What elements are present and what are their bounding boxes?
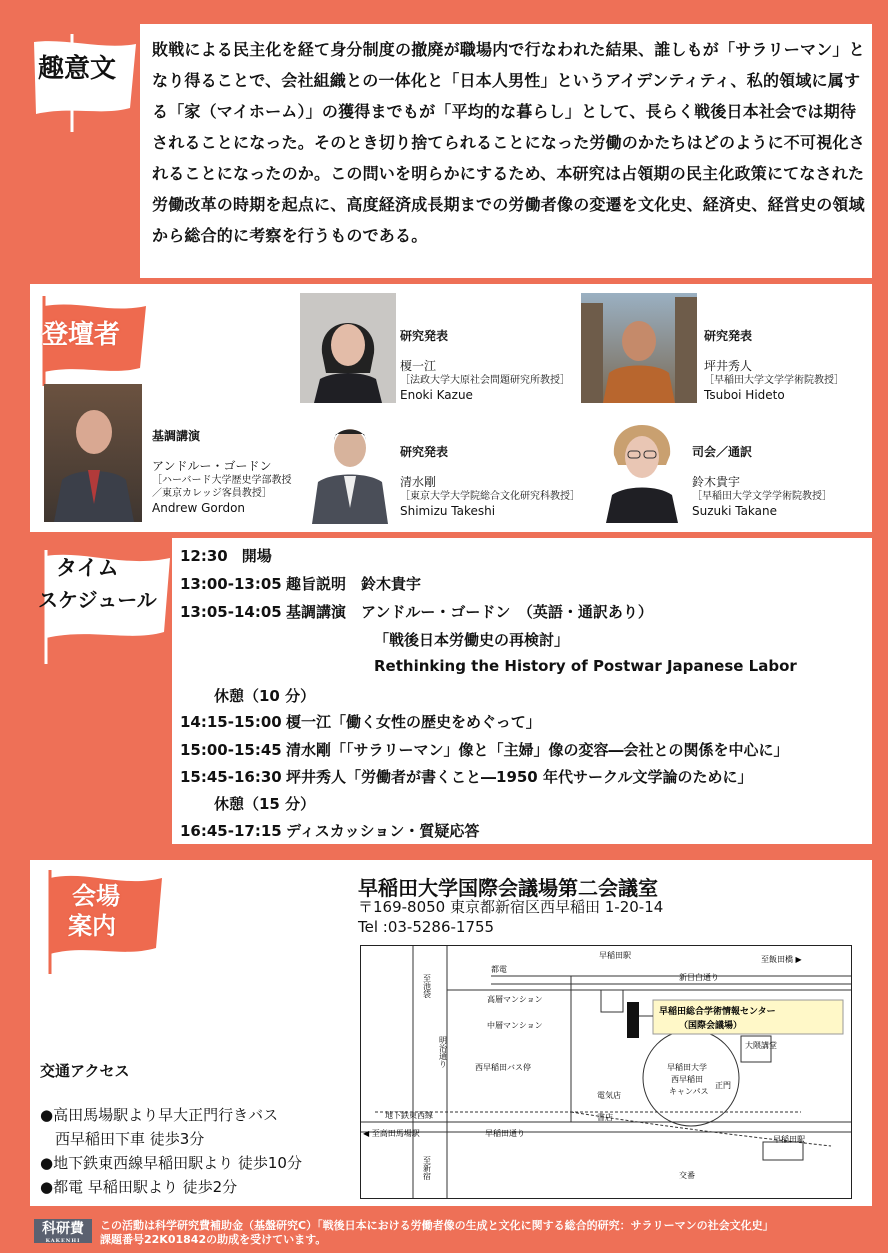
speaker-role: 研究発表 bbox=[400, 329, 449, 343]
speaker-role: 司会／通訳 bbox=[692, 445, 753, 459]
speaker-photo-enoki bbox=[300, 293, 396, 403]
venue-flag-label-2: 案内 bbox=[68, 911, 116, 940]
speaker-photo-suzuki bbox=[596, 405, 688, 523]
map-label: 早稲田総合学術情報センター bbox=[659, 1007, 776, 1017]
speaker-name: 清水剛 bbox=[400, 475, 437, 489]
speaker-name: 榎一江 bbox=[400, 359, 437, 373]
intro-flag-label: 趣意文 bbox=[38, 54, 117, 84]
map-label: 高層マンション bbox=[487, 995, 543, 1004]
access-line: 西早稲田下車 徒歩3分 bbox=[40, 1130, 205, 1148]
map-label: （国際会議場） bbox=[679, 1021, 743, 1031]
schedule-row: 14:15-15:00 榎一江「働く女性の歴史をめぐって」 bbox=[180, 713, 541, 731]
schedule-flag-label-1: タイム bbox=[56, 555, 119, 580]
speaker-name-en: Shimizu Takeshi bbox=[400, 504, 496, 518]
speaker-affiliation: ［早稲田大学文学学術院教授］ bbox=[704, 375, 844, 386]
speaker-role: 研究発表 bbox=[704, 329, 753, 343]
map-label: 正門 bbox=[715, 1081, 731, 1090]
speaker-affiliation: ［法政大学大原社会問題研究所教授］ bbox=[400, 375, 570, 386]
speaker-name-en: Andrew Gordon bbox=[152, 501, 246, 515]
kakenhi-logo: 科研費 KAKENHI bbox=[34, 1219, 92, 1243]
venue-flag-label-1: 会場 bbox=[72, 881, 120, 910]
access-title: 交通アクセス bbox=[40, 1062, 130, 1080]
map-label: 至新宿 bbox=[422, 1156, 432, 1180]
funding-note: この活動は科学研究費補助金（基盤研究C）「戦後日本における労働者像の生成と文化に関する総合的研究：サラリーマンの社会文化史」 課題番号22K01842の助成を受けています。 bbox=[100, 1219, 774, 1246]
speaker-gordon bbox=[152, 428, 312, 516]
venue-name: 早稲田大学国際会議場第二会議室 bbox=[358, 876, 658, 900]
schedule-row: 12:30 開場 bbox=[180, 547, 272, 565]
map-label: 電気店 bbox=[597, 1091, 621, 1100]
access-map bbox=[360, 945, 852, 1199]
map-label: 西早稲田 bbox=[671, 1075, 703, 1084]
schedule-row: 16:45-17:15 ディスカッション・質疑応答 bbox=[180, 822, 480, 840]
map-label: ◀ 至高田馬場駅 bbox=[363, 1129, 420, 1138]
map-label: 都電 bbox=[491, 965, 507, 974]
map-label: 早稲田駅 bbox=[599, 951, 631, 960]
schedule-row: 13:05-14:05 基調講演 アンドルー・ゴードン （英語・通訳あり） bbox=[180, 603, 653, 621]
speaker-photo-tsuboi bbox=[581, 293, 697, 403]
speaker-name: 鈴木貴宇 bbox=[692, 475, 741, 489]
map-label: 至池袋 bbox=[422, 974, 432, 998]
speaker-affiliation: ［ハーバード大学歴史学部教授 ／東京カレッジ客員教授］ bbox=[152, 475, 292, 499]
map-label: 新目白通り bbox=[679, 973, 719, 982]
speaker-photo-gordon bbox=[44, 384, 142, 522]
speaker-role: 研究発表 bbox=[400, 445, 449, 459]
speaker-name-en: Enoki Kazue bbox=[400, 388, 473, 402]
schedule-row: 13:00-13:05 趣旨説明 鈴木貴宇 bbox=[180, 575, 422, 593]
map-label: 大隈講堂 bbox=[745, 1041, 777, 1050]
speakers-flag-label: 登壇者 bbox=[42, 320, 121, 350]
speaker-shimizu bbox=[400, 444, 590, 519]
access-line: ●地下鉄東西線早稲田駅より 徒歩10分 bbox=[40, 1154, 302, 1172]
map-label: 明治通り bbox=[438, 1036, 448, 1068]
schedule-row: 15:45-16:30 坪井秀人「労働者が書くこと―1950 年代サークル文学論のために」 bbox=[180, 768, 753, 786]
speaker-affiliation: ［東京大学大学院総合文化研究科教授］ bbox=[400, 491, 580, 502]
speaker-name-en: Tsuboi Hideto bbox=[704, 388, 785, 402]
access-line: ●高田馬場駅より早大正門行きバス bbox=[40, 1106, 279, 1124]
speaker-enoki bbox=[400, 328, 580, 403]
map-label: 交番 bbox=[679, 1171, 695, 1180]
map-label: 地下鉄東西線 bbox=[385, 1111, 433, 1120]
map-label: 至飯田橋 ▶ bbox=[761, 955, 802, 964]
map-label: 書店 bbox=[597, 1113, 613, 1122]
schedule-row: 休憩（10 分） bbox=[214, 687, 316, 705]
schedule-flag-label-2: スケジュール bbox=[38, 588, 157, 612]
speaker-role: 基調講演 bbox=[152, 429, 201, 443]
map-label: 中層マンション bbox=[487, 1021, 543, 1030]
speaker-affiliation: ［早稲田大学文学学術院教授］ bbox=[692, 491, 832, 502]
schedule-row: 「戦後日本労働史の再検討」 bbox=[374, 631, 570, 649]
map-label: 早稲田通り bbox=[485, 1129, 525, 1138]
speaker-tsuboi bbox=[704, 328, 874, 403]
schedule-row: 休憩（15 分） bbox=[214, 795, 316, 813]
schedule-row: Rethinking the History of Postwar Japanese Labor bbox=[374, 657, 797, 675]
venue-address: 〒169-8050 東京都新宿区西早稲田 1-20-14 bbox=[358, 898, 664, 916]
map-label: キャンパス bbox=[669, 1087, 709, 1096]
map-label: 西早稲田バス停 bbox=[475, 1063, 531, 1072]
speaker-name: アンドルー・ゴードン bbox=[152, 459, 272, 473]
map-label: 早稲田大学 bbox=[667, 1063, 707, 1072]
map-label: 早稲田駅 bbox=[773, 1135, 805, 1144]
venue-tel: Tel :03-5286-1755 bbox=[358, 918, 495, 936]
speaker-name: 坪井秀人 bbox=[704, 359, 753, 373]
access-line: ●都電 早稲田駅より 徒歩2分 bbox=[40, 1178, 238, 1196]
speaker-name-en: Suzuki Takane bbox=[692, 504, 778, 518]
speaker-suzuki bbox=[692, 444, 872, 519]
intro-text: 敗戦による民主化を経て身分制度の撤廃が職場内で行なわれた結果、誰しもが「サラリーマン」となり得ることで、会社組織との一体化と「日本人男性」というアイデンティティ、私的領域に属する「家（マイホーム）」の獲得までもが「平均的な暮らし」として、長らく戦後日本社会では期待されることになった。そのとき切り捨てられることになった労働のかたちはどのように不可視化されることになったのか。この問いを明らかにするため、本研究は占領期の民主化政策にてなされた労働改革の時期を起点に、高度経済成長期までの労働者像の変遷を文化史、経済史、経営史の領域から総合的に考察を行うものである。 bbox=[152, 40, 865, 245]
speaker-photo-shimizu bbox=[306, 418, 392, 524]
schedule-row: 15:00-15:45 清水剛「「サラリーマン」像と「主婦」像の変容―会社との関係を中心に」 bbox=[180, 741, 789, 759]
